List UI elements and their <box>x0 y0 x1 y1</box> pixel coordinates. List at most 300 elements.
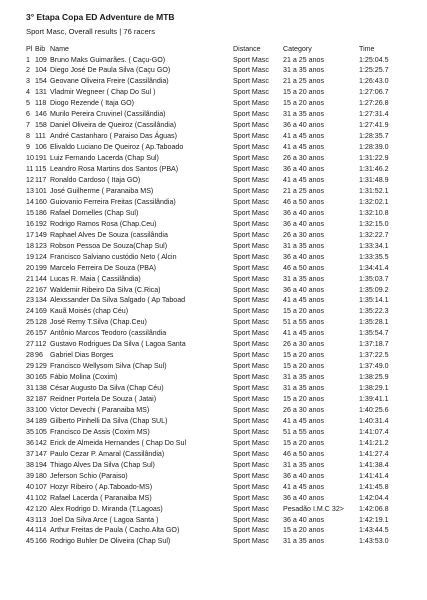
bib-cell: 101 <box>35 186 47 195</box>
distance-cell: Sport Masc <box>233 471 269 480</box>
distance-cell: Sport Masc <box>233 307 269 316</box>
time-cell: 1:27:31.4 <box>359 110 389 119</box>
category-cell: 41 a 45 anos <box>283 329 325 338</box>
results-subtitle: Sport Masc, Overall results | 76 racers <box>26 27 155 36</box>
name-cell: Alexssander Da Silva Salgado ( Ap Taboad <box>50 296 186 305</box>
time-cell: 1:43:44.5 <box>359 526 389 535</box>
distance-cell: Sport Masc <box>233 66 269 75</box>
table-row <box>26 383 409 394</box>
category-cell: 31 a 35 anos <box>283 110 325 119</box>
place-cell: 38 <box>26 460 34 469</box>
table-row <box>26 416 409 427</box>
table-row <box>26 536 409 547</box>
table-row <box>26 438 409 449</box>
bib-cell: 199 <box>35 263 47 272</box>
name-cell: Paulo Cezar P. Amaral (Cassilândia) <box>50 449 165 458</box>
name-cell: César Augusto Da Silva (Chap Céu) <box>50 384 164 393</box>
category-cell: 31 a 35 anos <box>283 384 325 393</box>
place-cell: 39 <box>26 471 34 480</box>
table-row <box>26 219 409 230</box>
place-cell: 11 <box>26 165 34 174</box>
place-cell: 6 <box>26 110 30 119</box>
category-cell: 15 a 20 anos <box>283 395 325 404</box>
category-cell: 15 a 20 anos <box>283 526 325 535</box>
distance-cell: Sport Masc <box>233 526 269 535</box>
table-row <box>26 493 409 504</box>
bib-cell: 107 <box>35 482 47 491</box>
time-cell: 1:41:38.4 <box>359 460 389 469</box>
distance-cell: Sport Masc <box>233 132 269 141</box>
table-row <box>26 405 409 416</box>
time-cell: 1:32:15.0 <box>359 219 389 228</box>
category-cell: 31 a 35 anos <box>283 274 325 283</box>
distance-cell: Sport Masc <box>233 154 269 163</box>
place-cell: 29 <box>26 362 34 371</box>
bib-cell: 114 <box>35 526 47 535</box>
bib-cell: 115 <box>35 165 47 174</box>
place-cell: 12 <box>26 175 34 184</box>
place-cell: 18 <box>26 241 34 250</box>
table-row <box>26 515 409 526</box>
distance-cell: Sport Masc <box>233 143 269 152</box>
time-cell: 1:35:14.1 <box>359 296 389 305</box>
bib-cell: 144 <box>35 274 47 283</box>
distance-cell: Sport Masc <box>233 460 269 469</box>
bib-cell: 167 <box>35 285 47 294</box>
distance-cell: Sport Masc <box>233 384 269 393</box>
name-cell: Geovane Oliveira Freire (Cassilândia) <box>50 77 169 86</box>
column-header-pl: Pl <box>26 45 33 53</box>
time-cell: 1:41:27.4 <box>359 449 389 458</box>
category-cell: 31 a 35 anos <box>283 373 325 382</box>
bib-cell: 100 <box>35 406 47 414</box>
distance-cell: Sport Masc <box>233 99 269 108</box>
time-cell: 1:35:28.1 <box>359 318 389 327</box>
table-row <box>26 131 409 142</box>
name-cell: Lucas R. Maia ( Cassilândia) <box>50 274 141 283</box>
place-cell: 2 <box>26 66 30 75</box>
name-cell: Rafael Lacerda ( Paranaiba MS) <box>50 493 152 502</box>
column-header-category: Category <box>283 45 312 53</box>
table-row <box>26 317 409 328</box>
place-cell: 3 <box>26 77 30 86</box>
name-cell: Waldemir Ribeiro Da Silva (C.Rica) <box>50 285 161 294</box>
category-cell: 26 a 30 anos <box>283 340 325 349</box>
time-cell: 1:28:35.7 <box>359 132 389 141</box>
name-cell: Reidner Portela De Souza ( Jatai) <box>50 395 157 404</box>
table-row <box>26 120 409 131</box>
category-cell: 15 a 20 anos <box>283 362 325 371</box>
name-cell: Elivaldo Luciano De Queiroz ( Ap.Taboado <box>50 143 184 152</box>
table-row <box>26 306 409 317</box>
distance-cell: Sport Masc <box>233 197 269 206</box>
column-header-distance: Distance <box>233 45 261 53</box>
time-cell: 1:35:03.7 <box>359 274 389 283</box>
category-cell: 36 a 40 anos <box>283 121 325 130</box>
bib-cell: 169 <box>35 307 47 316</box>
name-cell: Leandro Rosa Martins dos Santos (PBA) <box>50 165 179 174</box>
place-cell: 16 <box>26 219 34 228</box>
column-header-bib: Bib <box>35 45 46 53</box>
distance-cell: Sport Masc <box>233 55 269 64</box>
name-cell: Rodrigo Buhler De Oliveira (Chap Sul) <box>50 537 171 546</box>
bib-cell: 192 <box>35 219 47 228</box>
time-cell: 1:27:26.8 <box>359 99 389 108</box>
distance-cell: Sport Masc <box>233 537 269 546</box>
name-cell: Daniel Oliveira de Queiroz (Cassilândia) <box>50 121 177 130</box>
bib-cell: 131 <box>35 88 47 97</box>
distance-cell: Sport Masc <box>233 77 269 86</box>
time-cell: 1:33:34.1 <box>359 241 389 250</box>
category-cell: 31 a 35 anos <box>283 66 325 75</box>
table-row <box>26 87 409 98</box>
name-cell: Francisco De Assis (Coxim MS) <box>50 427 150 436</box>
table-row <box>26 142 409 153</box>
distance-cell: Sport Masc <box>233 274 269 283</box>
name-cell: Francisco Salviano custódio Neto ( Alcin <box>50 252 177 261</box>
category-cell: 41 a 45 anos <box>283 416 325 425</box>
category-cell: 15 a 20 anos <box>283 99 325 108</box>
place-cell: 23 <box>26 296 34 305</box>
name-cell: Antônio Marcos Teodoro (cassilândia <box>50 329 167 338</box>
header-row <box>26 44 409 55</box>
category-cell: 41 a 45 anos <box>283 482 325 491</box>
bib-cell: 147 <box>35 449 47 458</box>
distance-cell: Sport Masc <box>233 263 269 272</box>
distance-cell: Sport Masc <box>233 340 269 349</box>
table-row <box>26 427 409 438</box>
name-cell: Erick de Almeida Hernandes ( Chap Do Sul <box>50 438 187 447</box>
bib-cell: 160 <box>35 197 47 206</box>
table-row <box>26 394 409 405</box>
distance-cell: Sport Masc <box>233 186 269 195</box>
distance-cell: Sport Masc <box>233 438 269 447</box>
table-row <box>26 449 409 460</box>
name-cell: Diogo Rezende ( Itaja GO) <box>50 99 134 108</box>
bib-cell: 194 <box>35 460 47 469</box>
time-cell: 1:34:41.4 <box>359 263 389 272</box>
category-cell: 46 a 50 anos <box>283 449 325 458</box>
name-cell: Marcelo Ferreira De Souza (PBA) <box>50 263 157 272</box>
table-row <box>26 230 409 241</box>
time-cell: 1:41:45.8 <box>359 482 389 491</box>
results-table <box>26 44 409 547</box>
name-cell: Luiz Fernando Lacerda (Chap Sul) <box>50 154 159 163</box>
distance-cell: Sport Masc <box>233 241 269 250</box>
place-cell: 44 <box>26 526 34 535</box>
bib-cell: 113 <box>35 515 47 524</box>
time-cell: 1:27:06.7 <box>359 88 389 97</box>
time-cell: 1:37:18.7 <box>359 340 389 349</box>
category-cell: 36 a 40 anos <box>283 285 325 294</box>
time-cell: 1:37:49.0 <box>359 362 389 371</box>
table-row <box>26 241 409 252</box>
place-cell: 30 <box>26 373 34 382</box>
table-row <box>26 295 409 306</box>
table-row <box>26 164 409 175</box>
time-cell: 1:40:31.4 <box>359 416 389 425</box>
bib-cell: 117 <box>35 175 47 184</box>
name-cell: Guiovanio Ferreira Freitas (Cassilândia) <box>50 197 176 206</box>
name-cell: Bruno Maks Guimarães. ( Caçu-GO) <box>50 55 166 64</box>
bib-cell: 96 <box>35 351 43 360</box>
place-cell: 22 <box>26 285 34 294</box>
table-row <box>26 339 409 350</box>
time-cell: 1:39:41.1 <box>359 395 389 404</box>
bib-cell: 102 <box>35 493 47 502</box>
table-row <box>26 175 409 186</box>
distance-cell: Sport Masc <box>233 449 269 458</box>
bib-cell: 104 <box>35 66 47 75</box>
bib-cell: 109 <box>35 55 47 64</box>
table-row <box>26 186 409 197</box>
bib-cell: 124 <box>35 252 47 261</box>
category-cell: 46 a 50 anos <box>283 263 325 272</box>
place-cell: 20 <box>26 263 34 272</box>
time-cell: 1:35:22.3 <box>359 307 389 316</box>
distance-cell: Sport Masc <box>233 165 269 174</box>
category-cell: 51 a 55 anos <box>283 427 325 436</box>
bib-cell: 129 <box>35 362 47 371</box>
table-row <box>26 98 409 109</box>
distance-cell: Sport Masc <box>233 318 269 327</box>
column-header-time: Time <box>359 45 375 53</box>
name-cell: Murilo Pereira Cruvinel (Cassilândia) <box>50 110 166 119</box>
category-cell: 21 a 25 anos <box>283 186 325 195</box>
table-row <box>26 153 409 164</box>
bib-cell: 158 <box>35 121 47 130</box>
distance-cell: Sport Masc <box>233 296 269 305</box>
category-cell: 36 a 40 anos <box>283 493 325 502</box>
name-cell: Arthur Freitas de Paula ( Cacho.Alta GO) <box>50 526 180 535</box>
time-cell: 1:41:21.2 <box>359 438 389 447</box>
place-cell: 43 <box>26 515 34 524</box>
category-cell: 21 a 25 anos <box>283 77 325 86</box>
name-cell: Raphael Alves De Souza (cassilândia <box>50 230 168 239</box>
bib-cell: 154 <box>35 77 47 86</box>
place-cell: 17 <box>26 230 34 239</box>
distance-cell: Sport Masc <box>233 88 269 97</box>
bib-cell: 123 <box>35 241 47 250</box>
bib-cell: 189 <box>35 416 47 425</box>
category-cell: 41 a 45 anos <box>283 296 325 305</box>
time-cell: 1:26:43.0 <box>359 77 389 86</box>
distance-cell: Sport Masc <box>233 230 269 239</box>
place-cell: 28 <box>26 351 34 360</box>
table-row <box>26 274 409 285</box>
name-cell: Alex Rodrigo D. Miranda (T.Lagoas) <box>50 504 163 513</box>
name-cell: Kauã Moisés (chap Céu) <box>50 307 129 316</box>
name-cell: Thiago Alves Da Silva (Chap Sul) <box>50 460 155 469</box>
place-cell: 26 <box>26 329 34 338</box>
table-row <box>26 350 409 361</box>
bib-cell: 149 <box>35 230 47 239</box>
place-cell: 15 <box>26 208 34 217</box>
place-cell: 41 <box>26 493 34 502</box>
distance-cell: Sport Masc <box>233 285 269 294</box>
bib-cell: 111 <box>35 132 46 141</box>
time-cell: 1:31:48.9 <box>359 175 389 184</box>
place-cell: 31 <box>26 384 34 393</box>
category-cell: 21 a 25 anos <box>283 55 325 64</box>
category-cell: 31 a 35 anos <box>283 241 325 250</box>
place-cell: 40 <box>26 482 34 491</box>
distance-cell: Sport Masc <box>233 427 269 436</box>
name-cell: Jeferson Schio (Paraiso) <box>50 471 128 480</box>
place-cell: 25 <box>26 318 34 327</box>
time-cell: 1:35:54.7 <box>359 329 389 338</box>
category-cell: Pesadão I.M.C 32> <box>283 504 344 513</box>
place-cell: 21 <box>26 274 34 283</box>
distance-cell: Sport Masc <box>233 329 269 338</box>
name-cell: Ronaldo Cardoso ( Itaja GO) <box>50 175 141 184</box>
time-cell: 1:31:46.2 <box>359 165 389 174</box>
table-row <box>26 285 409 296</box>
distance-cell: Sport Masc <box>233 482 269 491</box>
time-cell: 1:31:22.9 <box>359 154 389 163</box>
place-cell: 42 <box>26 504 34 513</box>
name-cell: Hozyr Ribeiro ( Ap.Taboado-MS) <box>50 482 153 491</box>
time-cell: 1:40:25.6 <box>359 406 389 414</box>
bib-cell: 106 <box>35 143 47 152</box>
table-row <box>26 328 409 339</box>
distance-cell: Sport Masc <box>233 252 269 261</box>
name-cell: Gilberto Pinhelli Da Silva (Chap SUL) <box>50 416 168 425</box>
bib-cell: 105 <box>35 427 47 436</box>
table-row <box>26 471 409 482</box>
bib-cell: 166 <box>35 537 47 546</box>
time-cell: 1:32:02.1 <box>359 197 389 206</box>
place-cell: 14 <box>26 197 34 206</box>
category-cell: 26 a 30 anos <box>283 406 325 414</box>
time-cell: 1:41:41.4 <box>359 471 389 480</box>
bib-cell: 146 <box>35 110 47 119</box>
category-cell: 36 a 40 anos <box>283 471 325 480</box>
distance-cell: Sport Masc <box>233 493 269 502</box>
place-cell: 8 <box>26 132 30 141</box>
category-cell: 31 a 35 anos <box>283 460 325 469</box>
distance-cell: Sport Masc <box>233 110 269 119</box>
place-cell: 7 <box>26 121 30 130</box>
page-title <box>26 12 409 22</box>
category-cell: 15 a 20 anos <box>283 438 325 447</box>
category-cell: 41 a 45 anos <box>283 175 325 184</box>
time-cell: 1:38:25.9 <box>359 373 389 382</box>
name-cell: Fábio Molina (Coxim) <box>50 373 118 382</box>
bib-cell: 112 <box>35 340 47 349</box>
name-cell: Gabriel Dias Borges <box>50 351 114 360</box>
name-cell: Rodrigo Ramos Rosa (Chap.Ceu) <box>50 219 157 228</box>
category-cell: 31 a 35 anos <box>283 537 325 546</box>
name-cell: Victor Devechi ( Paranaiba MS) <box>50 406 150 414</box>
place-cell: 32 <box>26 395 34 404</box>
table-row <box>26 525 409 536</box>
category-cell: 36 a 40 anos <box>283 219 325 228</box>
place-cell: 37 <box>26 449 34 458</box>
time-cell: 1:42:06.8 <box>359 504 389 513</box>
column-header-name: Name <box>50 45 69 53</box>
time-cell: 1:32:22.7 <box>359 230 389 239</box>
distance-cell: Sport Masc <box>233 416 269 425</box>
category-cell: 41 a 45 anos <box>283 132 325 141</box>
time-cell: 1:25:25.7 <box>359 66 389 75</box>
distance-cell: Sport Masc <box>233 406 269 414</box>
place-cell: 36 <box>26 438 34 447</box>
name-cell: André Castanharo ( Paraiso Das Águas) <box>50 132 177 141</box>
bib-cell: 134 <box>35 296 47 305</box>
table-row <box>26 76 409 87</box>
bib-cell: 191 <box>35 154 47 163</box>
distance-cell: Sport Masc <box>233 362 269 371</box>
bib-cell: 120 <box>35 504 47 513</box>
time-cell: 1:37:22.5 <box>359 351 389 360</box>
place-cell: 27 <box>26 340 34 349</box>
table-row <box>26 109 409 120</box>
name-cell: Vladmir Wegneer ( Chap Do Sul ) <box>50 88 156 97</box>
place-cell: 35 <box>26 427 34 436</box>
table-row <box>26 197 409 208</box>
results-body <box>26 55 409 548</box>
distance-cell: Sport Masc <box>233 351 269 360</box>
table-row <box>26 252 409 263</box>
category-cell: 36 a 40 anos <box>283 208 325 217</box>
name-cell: Francisco Wellysom Silva (Chap Sul) <box>50 362 167 371</box>
table-row <box>26 460 409 471</box>
place-cell: 34 <box>26 416 34 425</box>
category-cell: 41 a 45 anos <box>283 143 325 152</box>
time-cell: 1:41:07.4 <box>359 427 389 436</box>
table-row <box>26 372 409 383</box>
distance-cell: Sport Masc <box>233 373 269 382</box>
category-cell: 36 a 40 anos <box>283 252 325 261</box>
category-cell: 15 a 20 anos <box>283 351 325 360</box>
table-row <box>26 263 409 274</box>
bib-cell: 187 <box>35 395 47 404</box>
place-cell: 19 <box>26 252 34 261</box>
table-row <box>26 361 409 372</box>
bib-cell: 128 <box>35 318 47 327</box>
distance-cell: Sport Masc <box>233 504 269 513</box>
time-cell: 1:42:04.4 <box>359 493 389 502</box>
place-cell: 13 <box>26 186 34 195</box>
bib-cell: 180 <box>35 471 47 480</box>
category-cell: 36 a 40 anos <box>283 515 325 524</box>
time-cell: 1:33:35.5 <box>359 252 389 261</box>
bib-cell: 165 <box>35 373 47 382</box>
time-cell: 1:31:52.1 <box>359 186 389 195</box>
table-row <box>26 55 409 66</box>
table-row <box>26 65 409 76</box>
name-cell: José Remy T.Silva (Chap.Ceu) <box>50 318 147 327</box>
name-cell: Diego José De Paula Silva (Caçu GO) <box>50 66 171 75</box>
time-cell: 1:27:41.9 <box>359 121 389 130</box>
category-cell: 15 a 20 anos <box>283 307 325 316</box>
category-cell: 46 a 50 anos <box>283 197 325 206</box>
name-cell: Robson Pessoa De Souza(Chap Sul) <box>50 241 168 250</box>
distance-cell: Sport Masc <box>233 121 269 130</box>
time-cell: 1:25:04.5 <box>359 55 389 64</box>
name-cell: Joel Da Silva Arce ( Lagoa Santa ) <box>50 515 159 524</box>
place-cell: 4 <box>26 88 30 97</box>
distance-cell: Sport Masc <box>233 175 269 184</box>
bib-cell: 142 <box>35 438 47 447</box>
time-cell: 1:43:53.0 <box>359 537 389 546</box>
table-row <box>26 504 409 515</box>
bib-cell: 157 <box>35 329 47 338</box>
category-cell: 15 a 20 anos <box>283 88 325 97</box>
name-cell: Gustavo Rodrigues Da Silva ( Lagoa Santa <box>50 340 186 349</box>
time-cell: 1:38:29.1 <box>359 384 389 393</box>
